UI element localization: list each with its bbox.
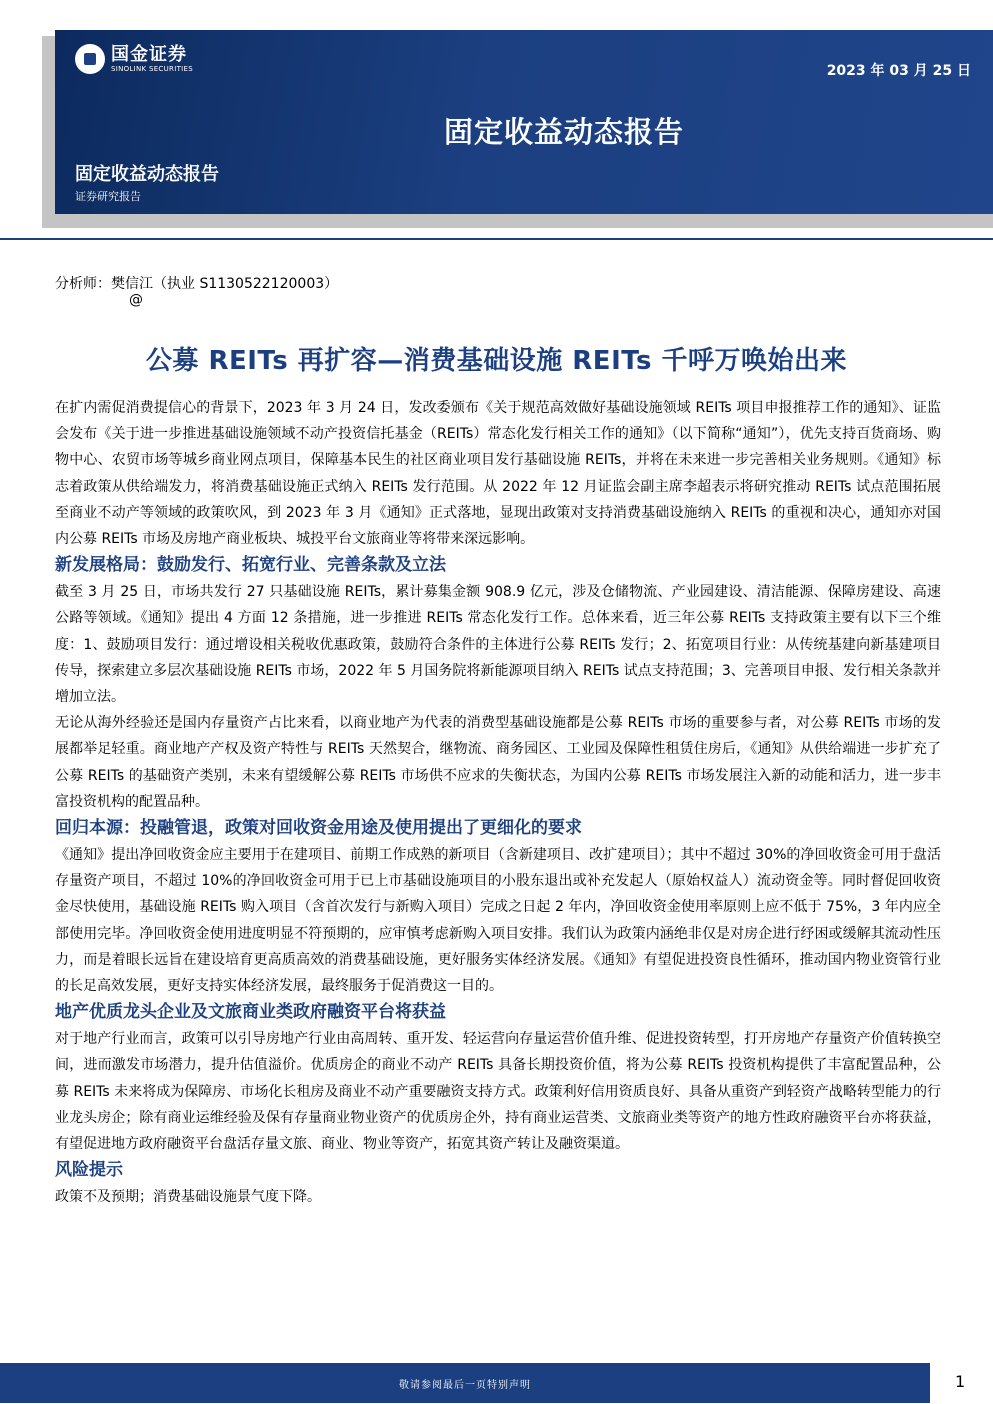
- logo-chinese-name: 国金证券: [111, 43, 187, 65]
- section-heading: 地产优质龙头企业及文旅商业类政府融资平台将获益: [55, 1002, 446, 1023]
- report-body: [55, 395, 941, 1210]
- header-subtitle: 固定收益动态报告: [75, 164, 219, 185]
- report-date: 2023 年 03 月 25 日: [826, 63, 971, 79]
- body-paragraph: 政策不及预期；消费基础设施景气度下降。: [55, 1189, 321, 1206]
- intro-paragraph: 在扩内需促消费提信心的背景下，2023 年 3 月 24 日，发改委颁布《关于规范高效做好基础设施领域 REITs 项目申报推荐工作的通知》、证监会发布《关于进一步推进基础设施领域不动产投资信托基金（REITs）常态化发行相关工作的通知》（以下简称“通知”），优先支持百货商场、购物中心、农贸市场等城乡商业网点项目，保障基本民生的社区商业项目发行基础设施 REITs，并将在未来进一步完善相关业务规则。《通知》标志着政策从供给端发力，将消费基础设施正式纳入 REITs 发行范围。从 2022 年 12 月证监会副主席李超表示将研究推动 REITs 试点范围拓展至商业不动产等领域的政策吹风，到 2023 年 3 月《通知》正式落地，显现出政策对支持消费基础设施纳入 REITs 的重视和决心，通知亦对国内公募 REITs 市场及房地产商业板块、城投平台文旅商业等将带来深远影响。: [55, 400, 941, 548]
- body-paragraph: 对于地产行业而言，政策可以引导房地产行业由高周转、重开发、轻运营向存量运营价值升维、促进投资转型，打开房地产存量资产价值转换空间，进而激发市场潜力，提升估值溢价。优质房企的商业不动产 REITs 具备长期投资价值，将为公募 REITs 投资机构提供了丰富配置品种，公募 REITs 未来将成为保障房、市场化长租房及商业不动产重要融资支持方式。政策利好信用资质良好、具备从重资产到轻资产战略转型能力的行业龙头房企；除有商业运维经验及保有存量商业物业资产的优质房企外，持有商业运营类、文旅商业类等资产的地方性政府融资平台亦将获益，有望促进地方政府融资平台盘活存量文旅、商业、物业等资产，拓宽其资产转让及融资渠道。: [55, 1031, 941, 1153]
- section-heading: 新发展格局：鼓励发行、拓宽行业、完善条款及立法: [55, 555, 446, 576]
- footer-bar: [0, 1363, 930, 1403]
- section-heading: 回归本源：投融管退，政策对回收资金用途及使用提出了更细化的要求: [55, 818, 582, 839]
- disclaimer-note: 敬请参阅最后一页特别声明: [399, 1379, 531, 1391]
- company-logo: [75, 44, 193, 74]
- logo-icon: [75, 44, 105, 74]
- analyst-email: @: [129, 292, 143, 308]
- main-title: 公募 REITs 再扩容—消费基础设施 REITs 千呼万唤始出来: [145, 346, 848, 376]
- report-type: 证券研究报告: [75, 190, 141, 203]
- logo-english-name: SINOLINK SECURITIES: [111, 64, 193, 73]
- page-number: 1: [955, 1372, 966, 1391]
- body-paragraph: 《通知》提出净回收资金应主要用于在建项目、前期工作成熟的新项目（含新建项目、改扩建项目）；其中不超过 30%的净回收资金可用于盘活存量资产项目，不超过 10%的净回收资金可用于已上市基础设施项目的小股东退出或补充发起人（原始权益人）流动资金等。同时督促回收资金尽快使用，基础设施 REITs 购入项目（含首次发行与新购入项目）完成之日起 2 年内，净回收资金使用率原则上应不低于 75%，3 年内应全部使用完毕。净回收资金使用进度明显不符预期的，应审慎考虑新购入项目安排。我们认为政策内涵绝非仅是对房企进行纾困或缓解其流动性压力，而是着眼长远旨在建设培育更高质高效的消费基础设施，更好服务实体经济发展。《通知》有望促进投资良性循环，推动国内物业资管行业的长足高效发展，更好支持实体经济发展，最终服务于促消费这一目的。: [55, 847, 941, 995]
- header-title: 固定收益动态报告: [443, 115, 684, 149]
- body-paragraph: 截至 3 月 25 日，市场共发行 27 只基础设施 REITs，累计募集金额 908.9 亿元，涉及仓储物流、产业园建设、清洁能源、保障房建设、高速公路等领域。《通知》提出 4 方面 12 条措施，进一步推进 REITs 常态化发行工作。总体来看，近三年公募 REITs 支持政策主要有以下三个维度：1、鼓励项目发行：通过增设相关税收优惠政策，鼓励符合条件的主体进行公募 REITs 发行；2、拓宽项目行业：从传统基建向新基建项目传导，探索建立多层次基础设施 REITs 市场，2022 年 5 月国务院将新能源项目纳入 REITs 试点支持范围；3、完善项目申报、发行相关条款并增加立法。: [55, 584, 941, 706]
- report-header: [55, 30, 993, 214]
- body-paragraph: 无论从海外经验还是国内存量资产占比来看，以商业地产为代表的消费型基础设施都是公募 REITs 市场的重要参与者，对公募 REITs 市场的发展都举足轻重。商业地产产权及资产特性与 REITs 天然契合，继物流、商务园区、工业园及保障性租赁住房后，《通知》从供给端进一步扩充了公募 REITs 的基础资产类别，未来有望缓解公募 REITs 市场供不应求的失衡状态，为国内公募 REITs 市场发展注入新的动能和活力，进一步丰富投资机构的配置品种。: [55, 715, 941, 810]
- header-divider: [0, 238, 993, 240]
- analyst-info: 分析师：樊信江（执业 S1130522120003）: [55, 276, 339, 292]
- section-heading: 风险提示: [55, 1160, 123, 1181]
